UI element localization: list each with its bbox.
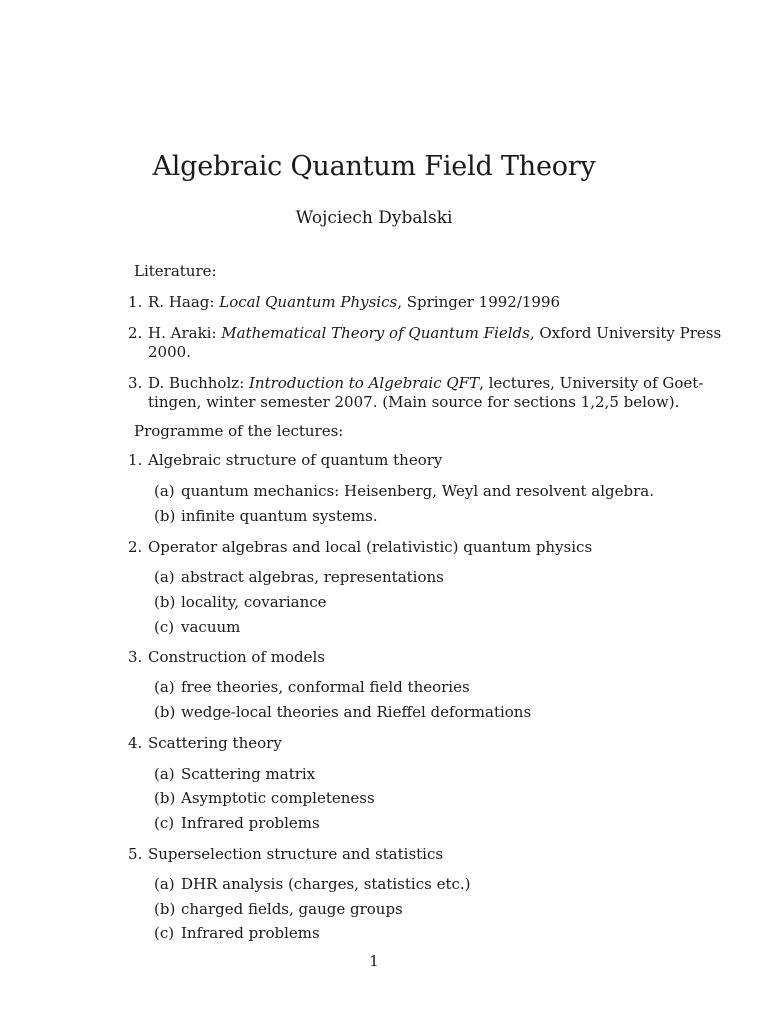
subitem-label: (b) [154,703,176,721]
reference-title: Local Quantum Physics [219,293,398,311]
subitem-label: (a) [154,482,175,500]
reference-number: 3. [128,374,143,392]
subitem-text: abstract algebras, representations [181,568,444,586]
subitem-text: Infrared problems [181,814,320,832]
reference-title: Mathematical Theory of Quantum Fields [221,324,530,342]
reference-continuation: 2000. [148,343,191,361]
reference-text [148,323,721,343]
reference-continuation: tingen, winter semester 2007. (Main source for sections 1,2,5 below). [148,393,680,411]
programme-topic: Algebraic structure of quantum theory [148,451,443,469]
programme-topic: Scattering theory [148,734,282,752]
reference-authors: R. Haag: [148,293,215,311]
subitem-text: Infrared problems [181,924,320,942]
subitem-label: (c) [154,618,175,636]
programme-heading: Programme of the lectures: [134,422,344,440]
subitem-text: Scattering matrix [181,765,316,783]
subitem-label: (c) [154,814,175,832]
programme-topic: Superselection structure and statistics [148,845,444,863]
subitem-text: quantum mechanics: Heisenberg, Weyl and resolvent algebra. [181,482,654,500]
reference-number: 1. [128,293,143,311]
subitem-text: wedge-local theories and Rieffel deformations [181,703,532,721]
programme-topic: Operator algebras and local (relativistic) quantum physics [148,538,593,556]
programme-number: 2. [128,538,143,556]
programme-number: 1. [128,451,143,469]
reference-text [148,373,703,393]
subitem-label: (b) [154,507,176,525]
programme-number: 5. [128,845,143,863]
reference-number: 2. [128,324,143,342]
subitem-label: (b) [154,593,176,611]
subitem-label: (b) [154,789,176,807]
reference-authors: D. Buchholz: [148,374,245,392]
subitem-label: (c) [154,924,175,942]
programme-topic: Construction of models [148,648,325,666]
literature-heading: Literature: [134,262,217,280]
subitem-label: (a) [154,678,175,696]
subitem-text: Asymptotic completeness [181,789,375,807]
reference-text [148,292,560,312]
subitem-label: (b) [154,900,176,918]
programme-number: 3. [128,648,143,666]
programme-number: 4. [128,734,143,752]
reference-title: Introduction to Algebraic QFT [249,374,480,392]
subitem-label: (a) [154,568,175,586]
subitem-text: locality, covariance [181,593,327,611]
subitem-label: (a) [154,765,175,783]
subitem-label: (a) [154,875,175,893]
paper-title: Algebraic Quantum Field Theory [152,151,596,182]
reference-details: , Oxford University Press [529,324,722,342]
subitem-text: infinite quantum systems. [181,507,378,525]
author-name: Wojciech Dybalski [295,208,453,228]
reference-details: , Springer 1992/1996 [397,293,561,311]
subitem-text: DHR analysis (charges, statistics etc.) [181,875,471,893]
reference-authors: H. Araki: [148,324,217,342]
subitem-text: charged fields, gauge groups [181,900,403,918]
page-number: 1 [369,952,379,970]
subitem-text: vacuum [181,618,241,636]
subitem-text: free theories, conformal field theories [181,678,470,696]
reference-details: , lectures, University of Goet- [479,374,704,392]
